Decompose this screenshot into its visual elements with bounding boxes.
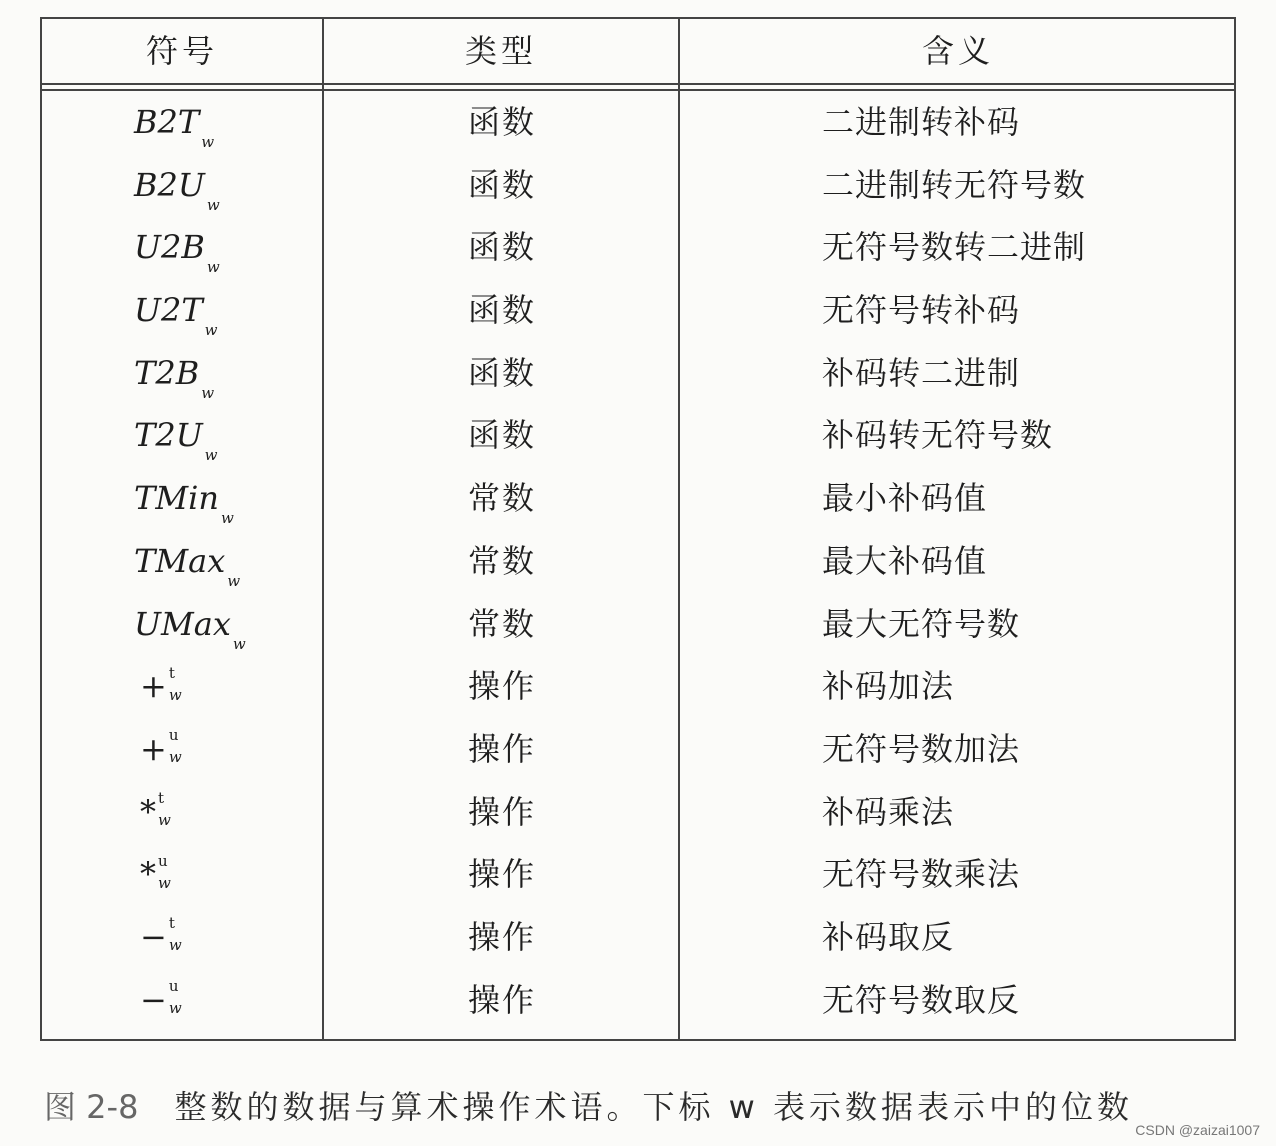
type-cell: 函数 — [468, 228, 537, 267]
symbol-cell — [134, 467, 234, 530]
symbol-subscript: w — [158, 873, 171, 892]
table-row — [42, 843, 1234, 906]
symbol-subscript: w — [201, 383, 215, 402]
meaning-cell: 最大补码值 — [822, 541, 988, 580]
meaning-cell: 无符号转补码 — [822, 291, 1021, 330]
symbol-name: B2U — [134, 165, 205, 204]
symbol-cell — [134, 530, 240, 593]
meaning-cell: 补码取反 — [822, 917, 955, 956]
meaning-cell: 无符号数加法 — [822, 729, 1021, 768]
symbol-name: U2B — [134, 228, 205, 267]
table-row — [42, 530, 1234, 593]
header-rule — [42, 83, 1234, 85]
symbol-subscript: w — [168, 936, 182, 955]
symbol-superscript: u — [168, 726, 179, 745]
symbol-subscript: w — [232, 634, 246, 653]
symbol-subscript: w — [168, 999, 182, 1018]
table-row — [42, 216, 1234, 279]
table-row — [42, 718, 1234, 781]
symbol-superscript: t — [168, 663, 175, 682]
symbol-operator: + — [140, 667, 167, 706]
symbol-subscript: w — [168, 748, 182, 767]
table-row — [42, 969, 1234, 1032]
symbol-scripts — [158, 789, 176, 830]
symbol-operator: * — [140, 855, 156, 894]
symbol-name: T2B — [134, 353, 200, 392]
symbol-cell — [134, 91, 214, 154]
symbol-name: TMin — [134, 479, 219, 518]
figure-number: 图 2-8 — [44, 1088, 139, 1126]
symbol-operator: * — [140, 792, 156, 831]
symbol-subscript: w — [206, 258, 220, 277]
symbol-name: UMax — [134, 604, 231, 643]
symbol-cell — [140, 969, 187, 1032]
meaning-cell: 补码转二进制 — [822, 353, 1021, 392]
table-row — [42, 655, 1234, 718]
table-header — [42, 19, 1234, 83]
watermark: CSDN @zaizai1007 — [1135, 1122, 1260, 1138]
table-row — [42, 154, 1234, 217]
symbol-scripts — [168, 914, 187, 955]
symbol-name: U2T — [134, 291, 203, 330]
symbol-subscript: w — [220, 509, 234, 528]
symbol-cell — [134, 154, 220, 217]
figure-caption — [44, 1082, 1133, 1128]
type-cell: 函数 — [468, 103, 537, 141]
symbol-cell — [134, 342, 214, 405]
terminology-table — [40, 17, 1236, 1041]
meaning-cell: 无符号数转二进制 — [822, 228, 1087, 267]
meaning-cell: 补码乘法 — [822, 792, 955, 831]
symbol-cell — [140, 906, 187, 969]
symbol-superscript: t — [158, 789, 165, 808]
symbol-subscript: w — [168, 685, 182, 704]
symbol-cell — [140, 718, 187, 781]
symbol-superscript: u — [158, 851, 168, 870]
symbol-subscript: w — [201, 133, 215, 151]
type-cell: 函数 — [468, 291, 537, 330]
type-cell: 操作 — [468, 855, 537, 894]
table-row — [42, 906, 1234, 969]
symbol-name: TMax — [134, 541, 226, 580]
symbol-cell — [140, 781, 176, 844]
meaning-cell: 无符号数乘法 — [822, 855, 1021, 894]
symbol-superscript: u — [168, 977, 179, 996]
type-cell: 常数 — [468, 479, 537, 518]
table-row — [42, 91, 1234, 154]
meaning-cell: 补码加法 — [822, 667, 955, 706]
symbol-subscript: w — [204, 321, 218, 340]
table-row — [42, 342, 1234, 405]
type-cell: 常数 — [468, 541, 537, 580]
header-symbol: 符号 — [145, 32, 218, 70]
table-row — [42, 404, 1234, 467]
meaning-cell: 二进制转无符号数 — [822, 165, 1087, 204]
meaning-cell: 无符号数取反 — [822, 980, 1021, 1019]
symbol-operator: − — [140, 917, 167, 956]
type-cell: 函数 — [468, 416, 537, 455]
meaning-cell: 二进制转补码 — [822, 103, 1021, 141]
table-row — [42, 279, 1234, 342]
header-type: 类型 — [464, 32, 537, 70]
table-row — [42, 593, 1234, 656]
symbol-subscript: w — [158, 811, 171, 830]
symbol-cell — [134, 279, 218, 342]
symbol-cell — [134, 593, 246, 656]
table-row — [42, 781, 1234, 844]
type-cell: 操作 — [468, 980, 537, 1019]
symbol-subscript: w — [206, 195, 220, 214]
symbol-cell — [134, 216, 220, 279]
symbol-cell — [140, 843, 176, 906]
symbol-operator: − — [140, 980, 167, 1019]
symbol-scripts — [168, 726, 187, 767]
type-cell: 操作 — [468, 792, 537, 831]
symbol-cell — [140, 655, 187, 718]
caption-text: 整数的数据与算术操作术语。下标 w 表示数据表示中的位数 — [174, 1088, 1133, 1126]
symbol-superscript: t — [168, 914, 175, 933]
table-row — [42, 467, 1234, 530]
meaning-cell: 最大无符号数 — [822, 604, 1021, 643]
symbol-name: T2U — [134, 416, 203, 455]
meaning-cell: 最小补码值 — [822, 479, 988, 518]
symbol-operator: + — [140, 729, 167, 768]
header-meaning: 含义 — [921, 32, 994, 70]
symbol-subscript: w — [227, 571, 241, 590]
meaning-cell: 补码转无符号数 — [822, 416, 1054, 455]
symbol-cell — [134, 404, 218, 467]
type-cell: 操作 — [468, 667, 537, 706]
type-cell: 操作 — [468, 729, 537, 768]
symbol-name: B2T — [134, 103, 200, 141]
type-cell: 操作 — [468, 917, 537, 956]
table-body — [42, 91, 1234, 1031]
symbol-scripts — [168, 663, 187, 704]
symbol-scripts — [168, 977, 187, 1018]
type-cell: 函数 — [468, 353, 537, 392]
type-cell: 常数 — [468, 604, 537, 643]
symbol-scripts — [158, 851, 176, 892]
symbol-subscript: w — [204, 446, 218, 465]
type-cell: 函数 — [468, 165, 537, 204]
